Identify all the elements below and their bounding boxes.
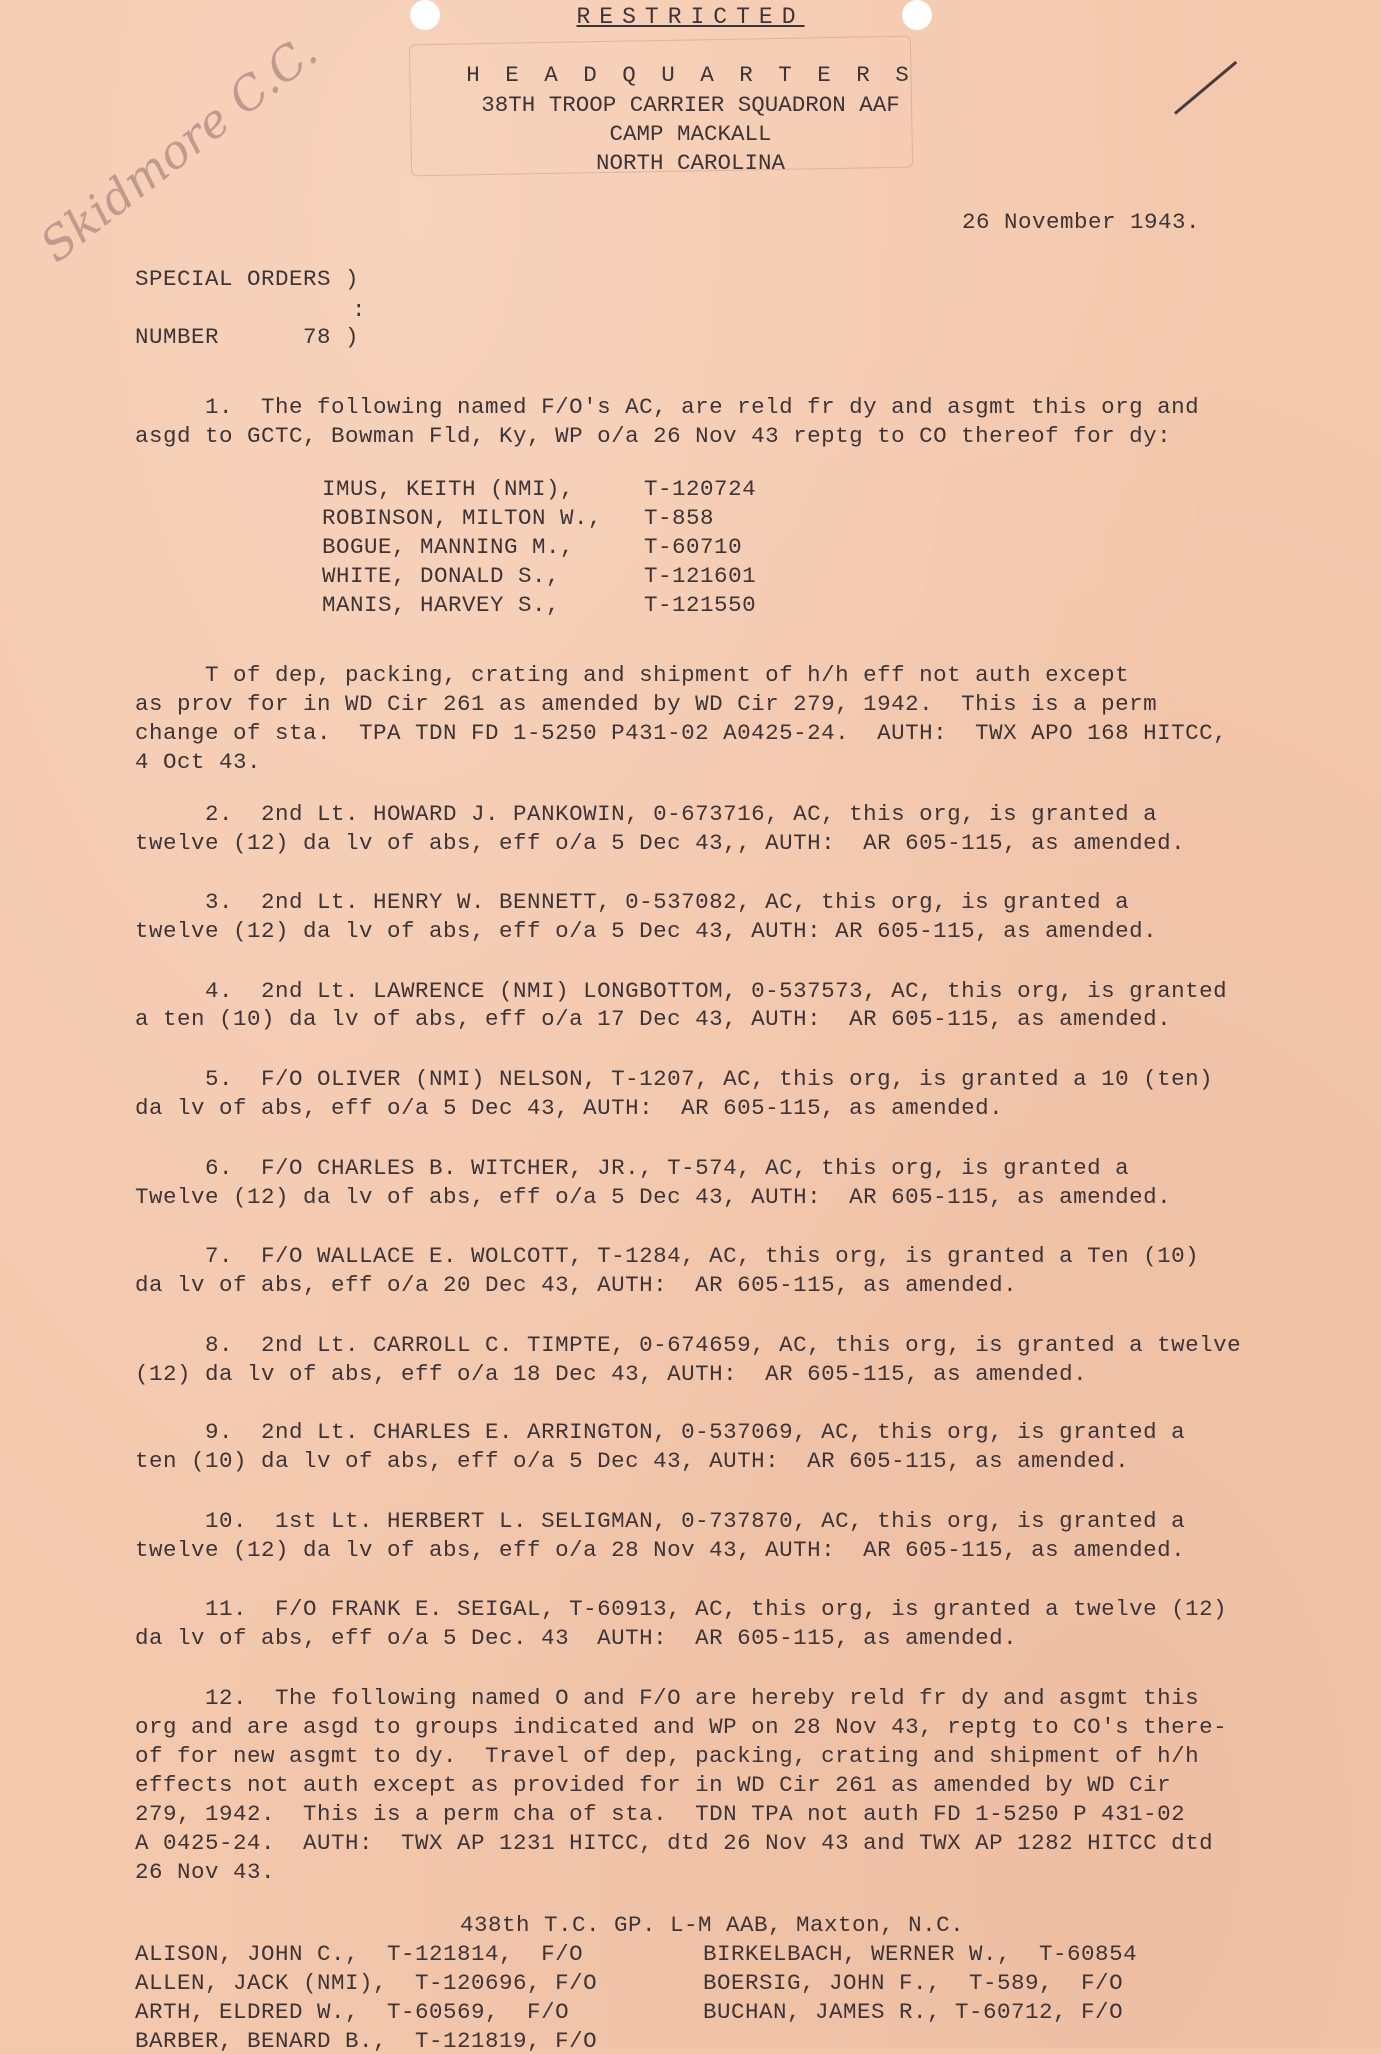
- roster-entry: ALISON, JOHN C., T-121814, F/O: [135, 1941, 584, 1967]
- group-heading: 438th T.C. GP. L-M AAB, Maxton, N.C.: [460, 1912, 965, 1938]
- body-line: of for new asgmt to dy. Travel of dep, packing, crating and shipment of h/h: [135, 1743, 1200, 1769]
- body-line: twelve (12) da lv of abs, eff o/a 5 Dec 43,, AUTH: AR 605-115, as amended.: [135, 830, 1186, 856]
- classification-header: RESTRICTED: [576, 4, 805, 30]
- body-line: 26 Nov 43.: [135, 1859, 276, 1885]
- body-line: IMUS, KEITH (NMI), T-120724: [322, 476, 757, 502]
- roster-entry: BUCHAN, JAMES R., T-60712, F/O: [703, 1999, 1124, 2025]
- body-line: 8. 2nd Lt. CARROLL C. TIMPTE, 0-674659, AC, this org, is granted a twelve: [135, 1332, 1242, 1358]
- body-line: T of dep, packing, crating and shipment of h/h eff not auth except: [135, 662, 1130, 688]
- body-line: A 0425-24. AUTH: TWX AP 1231 HITCC, dtd 26 Nov 43 and TWX AP 1282 HITCC dtd: [135, 1830, 1214, 1856]
- special-orders-label: SPECIAL ORDERS ): [135, 266, 360, 292]
- body-line: 6. F/O CHARLES B. WITCHER, JR., T-574, AC, this org, is granted a: [135, 1155, 1130, 1181]
- unit-name: 38TH TROOP CARRIER SQUADRON AAF: [481, 92, 900, 118]
- roster-entry: ARTH, ELDRED W., T-60569, F/O: [135, 1999, 570, 2025]
- body-line: da lv of abs, eff o/a 5 Dec. 43 AUTH: AR 605-115, as amended.: [135, 1625, 1018, 1651]
- body-line: 4 Oct 43.: [135, 749, 262, 775]
- body-line: ROBINSON, MILTON W., T-858: [322, 505, 715, 531]
- body-line: asgd to GCTC, Bowman Fld, Ky, WP o/a 26 Nov 43 reptg to CO thereof for dy:: [135, 423, 1172, 449]
- body-line: 11. F/O FRANK E. SEIGAL, T-60913, AC, this org, is granted a twelve (12): [135, 1596, 1228, 1622]
- order-number: NUMBER 78 ): [135, 324, 360, 350]
- body-line: org and are asgd to groups indicated and WP on 28 Nov 43, reptg to CO's there-: [135, 1714, 1228, 1740]
- body-line: change of sta. TPA TDN FD 1-5250 P431-02 A0425-24. AUTH: TWX APO 168 HITCC,: [135, 720, 1228, 746]
- body-line: BOGUE, MANNING M., T-60710: [322, 534, 743, 560]
- body-line: WHITE, DONALD S., T-121601: [322, 563, 757, 589]
- body-line: 5. F/O OLIVER (NMI) NELSON, T-1207, AC, this org, is granted a 10 (ten): [135, 1066, 1214, 1092]
- body-line: 10. 1st Lt. HERBERT L. SELIGMAN, 0-737870, AC, this org, is granted a: [135, 1508, 1186, 1534]
- body-line: twelve (12) da lv of abs, eff o/a 28 Nov 43, AUTH: AR 605-115, as amended.: [135, 1537, 1186, 1563]
- body-line: 3. 2nd Lt. HENRY W. BENNETT, 0-537082, AC, this org, is granted a: [135, 889, 1130, 915]
- roster-entry: ALLEN, JACK (NMI), T-120696, F/O: [135, 1970, 598, 1996]
- body-line: (12) da lv of abs, eff o/a 18 Dec 43, AUTH: AR 605-115, as amended.: [135, 1361, 1088, 1387]
- special-orders-colon: :: [352, 297, 367, 323]
- body-line: da lv of abs, eff o/a 20 Dec 43, AUTH: AR 605-115, as amended.: [135, 1272, 1018, 1298]
- headquarters-title: H E A D Q U A R T E R S: [466, 62, 915, 88]
- body-line: 4. 2nd Lt. LAWRENCE (NMI) LONGBOTTOM, 0-537573, AC, this org, is granted: [135, 978, 1228, 1004]
- body-line: as prov for in WD Cir 261 as amended by WD Cir 279, 1942. This is a perm: [135, 691, 1158, 717]
- handwritten-signature: Skidmore C.C.: [30, 23, 328, 273]
- body-line: Twelve (12) da lv of abs, eff o/a 5 Dec 43, AUTH: AR 605-115, as amended.: [135, 1184, 1172, 1210]
- body-line: a ten (10) da lv of abs, eff o/a 17 Dec 43, AUTH: AR 605-115, as amended.: [135, 1006, 1172, 1032]
- body-line: 2. 2nd Lt. HOWARD J. PANKOWIN, 0-673716, AC, this org, is granted a: [135, 801, 1158, 827]
- order-date: 26 November 1943.: [962, 209, 1201, 235]
- body-line: ten (10) da lv of abs, eff o/a 5 Dec 43, AUTH: AR 605-115, as amended.: [135, 1448, 1130, 1474]
- roster-entry: BOERSIG, JOHN F., T-589, F/O: [703, 1970, 1124, 1996]
- location-camp: CAMP MACKALL: [609, 121, 772, 147]
- location-state: NORTH CAROLINA: [595, 150, 786, 176]
- body-line: 279, 1942. This is a perm cha of sta. TDN TPA not auth FD 1-5250 P 431-02: [135, 1801, 1186, 1827]
- body-line: MANIS, HARVEY S., T-121550: [322, 592, 757, 618]
- body-line: 12. The following named O and F/O are hereby reld fr dy and asgmt this: [135, 1685, 1200, 1711]
- roster-entry: BARBER, BENARD B., T-121819, F/O: [135, 2028, 598, 2054]
- body-line: da lv of abs, eff o/a 5 Dec 43, AUTH: AR 605-115, as amended.: [135, 1095, 1004, 1121]
- body-line: twelve (12) da lv of abs, eff o/a 5 Dec 43, AUTH: AR 605-115, as amended.: [135, 918, 1158, 944]
- body-line: 7. F/O WALLACE E. WOLCOTT, T-1284, AC, this org, is granted a Ten (10): [135, 1243, 1200, 1269]
- roster-entry: BIRKELBACH, WERNER W., T-60854: [703, 1941, 1138, 1967]
- body-line: effects not auth except as provided for in WD Cir 261 as amended by WD Cir: [135, 1772, 1172, 1798]
- body-line: 1. The following named F/O's AC, are reld fr dy and asgmt this org and: [135, 394, 1200, 420]
- body-line: 9. 2nd Lt. CHARLES E. ARRINGTON, 0-537069, AC, this org, is granted a: [135, 1419, 1186, 1445]
